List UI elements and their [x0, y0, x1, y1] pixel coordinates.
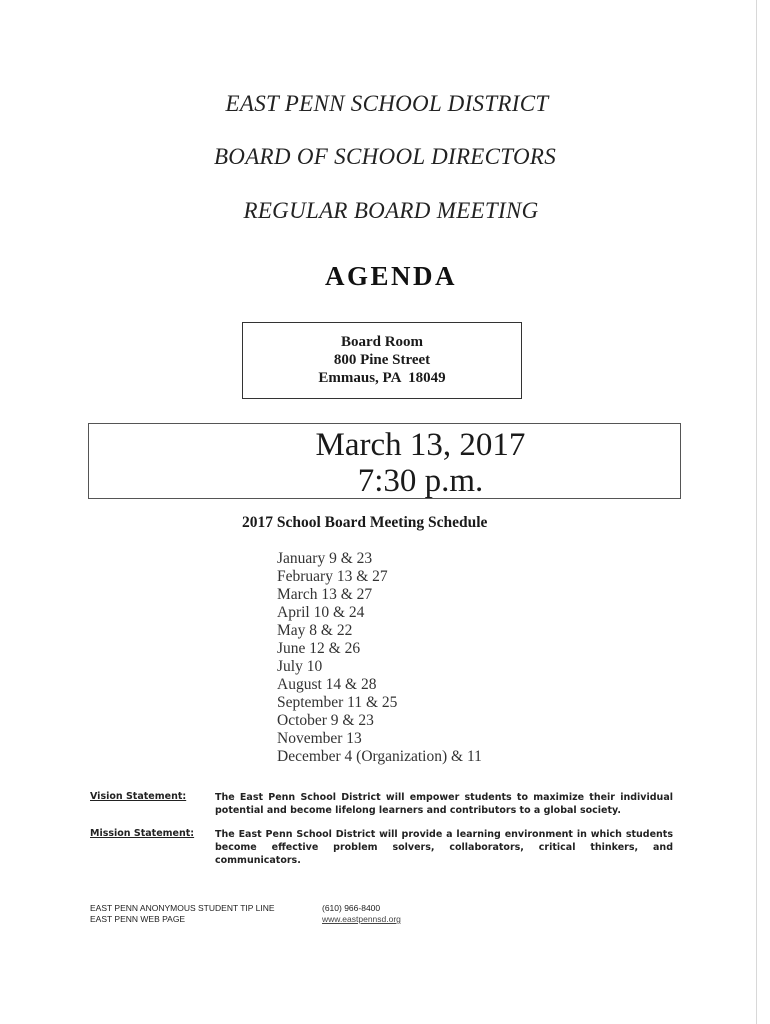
location-street: 800 Pine Street: [333, 352, 431, 368]
schedule-item: May 8 & 22: [277, 622, 353, 639]
meeting-time: 7:30 p.m.: [357, 463, 484, 499]
page-title: AGENDA: [324, 261, 457, 291]
meeting-type: REGULAR BOARD MEETING: [243, 198, 539, 223]
schedule-item: June 12 & 26: [277, 640, 361, 657]
schedule-item: August 14 & 28: [277, 676, 377, 693]
vision-statement-label: Vision Statement:: [90, 791, 187, 802]
board-name: BOARD OF SCHOOL DIRECTORS: [213, 144, 557, 169]
web-page-link[interactable]: www.eastpennsd.org: [322, 914, 401, 924]
schedule-item: December 4 (Organization) & 11: [277, 748, 482, 765]
schedule-item: September 11 & 25: [277, 694, 398, 711]
schedule-list: [277, 550, 482, 766]
schedule-item: February 13 & 27: [277, 568, 388, 585]
schedule-item: July 10: [277, 658, 323, 675]
location-room: Board Room: [340, 334, 424, 350]
web-page-label: EAST PENN WEB PAGE: [90, 914, 186, 924]
schedule-item: April 10 & 24: [277, 604, 365, 621]
mission-statement-label: Mission Statement:: [90, 828, 195, 839]
location-box: [242, 322, 522, 399]
tip-line-label: EAST PENN ANONYMOUS STUDENT TIP LINE: [90, 903, 275, 913]
schedule-item: October 9 & 23: [277, 712, 374, 729]
tip-line-phone: (610) 966-8400: [322, 903, 381, 913]
mission-statement-text: The East Penn School District will provide a learning environment in which students become effective problem solvers, collaborators, critical thinkers, and communicators.: [215, 829, 673, 866]
schedule-title: 2017 School Board Meeting Schedule: [242, 514, 488, 531]
meeting-date: March 13, 2017: [315, 427, 526, 463]
meeting-datetime-box: [88, 423, 681, 499]
vision-statement-text: The East Penn School District will empower students to maximize their individual potential and become lifelong learners and contributors to a global society.: [215, 792, 673, 816]
district-name: EAST PENN SCHOOL DISTRICT: [225, 91, 549, 116]
schedule-item: March 13 & 27: [277, 586, 373, 603]
schedule-item: January 9 & 23: [277, 550, 373, 567]
schedule-item: November 13: [277, 730, 362, 747]
location-city: Emmaus, PA 18049: [318, 370, 446, 386]
